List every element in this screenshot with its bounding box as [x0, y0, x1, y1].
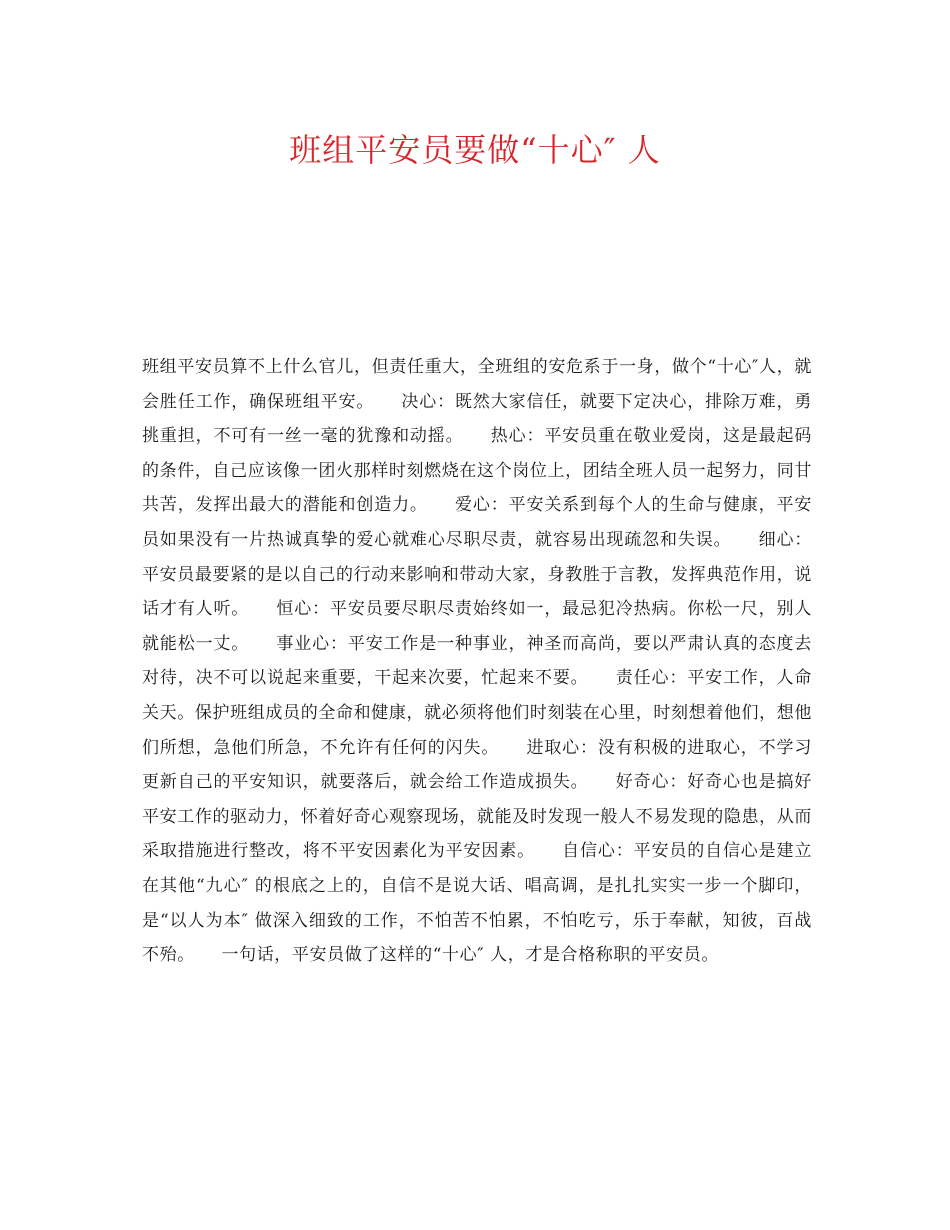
document-title: 班组平安员要做“十心″ 人	[289, 131, 661, 169]
document-body: 班组平安员算不上什么官儿，但责任重大，全班组的安危系于一身，做个“十心″人，就会胜任工作，确保班组平安。 决心：既然大家信任，就要下定决心，排除万难，勇挑重担，不可有一丝一毫的犹豫和动摇。 热心：平安员重在敬业爱岗，这是最起码的条件，自己应该像一团火那样时刻燃烧在这个岗位上，团结全班人员一起努力，同甘共苦，发挥出最大的潜能和创造力。 爱心：平安关系到每个人的生命与健康，平安员如果没有一片热诚真挚的爱心就难心尽职尽责，就容易出现疏忽和失误。 细心：平安员最要紧的是以自己的行动来影响和带动大家，身教胜于言教，发挥典范作用，说话才有人听。 恒心：平安员要尽职尽责始终如一，最忌犯冷热病。你松一尺，别人就能松一丈。 事业心：平安工作是一种事业，神圣而高尚，要以严肃认真的态度去对待，决不可以说起来重要，干起来次要，忙起来不要。 责任心：平安工作，人命关天。保护班组成员的全命和健康，就必须将他们时刻装在心里，时刻想着他们，想他们所想，急他们所急，不允许有任何的闪失。 进取心：没有积极的进取心，不学习更新自己的平安知识，就要落后，就会给工作造成损失。 好奇心：好奇心也是搞好平安工作的驱动力，怀着好奇心观察现场，就能及时发现一般人不易发现的隐患，从而采取措施进行整改，将不平安因素化为平安因素。 自信心：平安员的自信心是建立在其他“九心″ 的根底之上的，自信不是说大话、唱高调，是扎扎实实一步一个脚印，是“以人为本″ 做深入细致的工作，不怕苦不怕累，不怕吃亏，乐于奉献，知彼，百战不殆。 一句话，平安员做了这样的“十心″ 人，才是合格称职的平安员。	[142, 357, 812, 966]
